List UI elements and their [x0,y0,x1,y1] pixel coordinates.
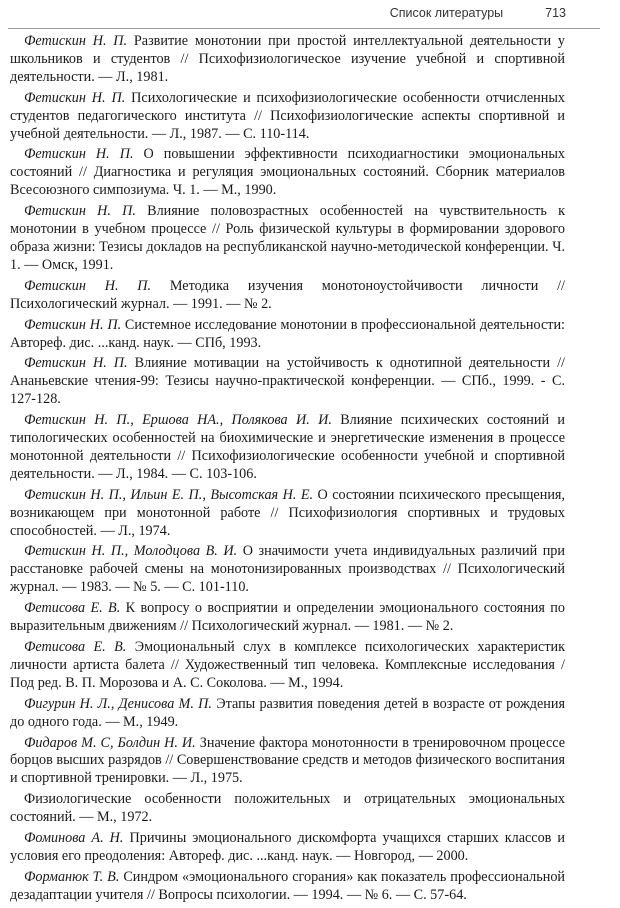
reference-text: О повышении эффективности психодиагностики эмоциональных состояний // Диагностика и регуляция эмоциональных состояний. Сборник материалов Всесоюзного симпозиума. Ч. 1. — М., 1990. [10,146,565,199]
reference-author: Фетискин Н. П. [24,355,128,372]
header-rule [8,28,600,29]
reference-author: Фетискин Н. П. [24,33,128,49]
reference-entry [10,355,565,409]
reference-author: Форманюк Т. В. [24,868,120,885]
reference-author: Фетискин Н. П., Ершова НА., Полякова И. И. [24,412,332,429]
reference-entry [10,639,565,693]
reference-text: Причины эмоционального дискомфорта учащихся старших классов и условия его преодоления: Автореф. дис. ...канд. наук. — Новгород, — 2000. [10,830,566,864]
reference-text: Влияние психических состояний и типологических особенностей на биохимические и энергетические изменения в процессе монотонной деятельности // Психофизиологические особенности учебной и спортивной деятельности. — Л., 1984. — С. 103-106. [10,412,565,482]
reference-text: Влияние мотивации на устойчивость к однотипной деятельности // Ананьевские чтения-99: Тезисы научно-практической конференции. — СПб., 1999. - С. 127-128. [10,355,565,408]
reference-text: О состоянии психического пресыщения, возникающем при монотонной работе // Психофизиология спортивных и трудовых способностей. — Л., 1974. [10,486,565,539]
reference-author: Фетискин Н. П. [24,146,134,163]
reference-list [10,33,565,908]
reference-author: Фетискин Н. П. [24,203,136,220]
reference-author: Фетисова Е. В. [24,600,121,617]
reference-entry [10,735,565,789]
page-number: 713 [545,6,566,20]
section-title: Список литературы [389,6,504,20]
reference-author: Фетискин Н. П., Ильин Е. П., Высотская Н. Е. [24,486,314,503]
reference-text: Этапы развития поведения детей в возрасте от рождения до одного года. — М., 1949. [10,695,565,730]
reference-text: О значимости учета индивидуальных различий при расстановке рабочей смены на монотонизированных производствах // Психологический журнал. — 1983. — № 5. — С. 101-110. [10,543,565,596]
reference-entry [10,791,565,827]
reference-text: Методика изучения монотоноустойчивости личности // Психологический журнал. — 1991. — № 2. [10,277,565,312]
reference-author: Фетискин Н. П., Молодцова В. И. [24,543,238,560]
reference-author: Фидаров М. С, Болдин Н. И. [24,734,196,751]
reference-entry [10,412,565,484]
reference-text: Значение фактора монотонности в тренировочном процессе борцов высших разрядов // Совершенствование средств и методов физического воспитания и спортивной тренировки. — Л., 1975. [10,734,566,787]
reference-text: К вопросу о восприятии и определении эмоционального состояния по выразительным движениям // Психологический журнал. — 1981. — № 2. [10,600,565,635]
reference-entry [10,203,565,275]
reference-author: Фетискин Н. П. [24,277,152,294]
reference-entry [10,278,565,314]
reference-author: Фигурин Н. Л., Денисова М. П. [24,695,212,712]
reference-text: Психологические и психофизиологические особенности отчисленных студентов педагогического института // Психофизиологические аспекты спортивной и учебной деятельности. — Л., 1987. — С. 110-114. [10,89,565,142]
running-head [390,6,566,20]
reference-author: Фоминова А. Н. [24,830,124,847]
reference-text: Физиологические особенности положительных и отрицательных эмоциональных состояний. — М., 1972. [10,791,565,826]
reference-author: Фетисова Е. В. [24,639,127,655]
reference-entry [10,696,565,732]
reference-author: Фетискин Н. П. [24,89,126,106]
reference-entry [10,600,565,636]
reference-entry [10,33,565,87]
reference-entry [10,869,565,905]
reference-author: Фетискин Н. П. [24,316,122,333]
reference-text: Влияние половозрастных особенностей на чувствительность к монотонии в учебном процессе // Роль физической культуры в формировании здорового образа жизни: Тезисы докладов на республиканской научно-методической конференции. Ч. 1. — Омск, 1991. [10,203,565,273]
reference-entry [10,830,565,866]
reference-text: Синдром «эмоционального сгорания» как показатель профессиональной дезадаптации учителя // Вопросы психологии. — 1994. — № 6. — С. 57-64. [10,868,565,903]
reference-text: Системное исследование монотонии в профессиональной деятельности: Автореф. дис. ...канд. наук. — СПб, 1993. [10,316,565,351]
reference-entry [10,487,565,541]
reference-entry [10,317,565,353]
reference-text: Развитие монотонии при простой интеллектуальной деятельности у школьников и студентов // Психофизиологическое изучение учебной и спортивной деятельности. — Л., 1981. [10,33,565,85]
reference-entry [10,543,565,597]
reference-entry [10,146,565,200]
reference-entry [10,90,565,144]
reference-text: Эмоциональный слух в комплексе психологических характеристик личности артиста балета // Художественный тип человека. Комплексные исследования / Под ред. В. П. Морозова и А. С. Соколова. — М., 1994. [10,639,566,691]
